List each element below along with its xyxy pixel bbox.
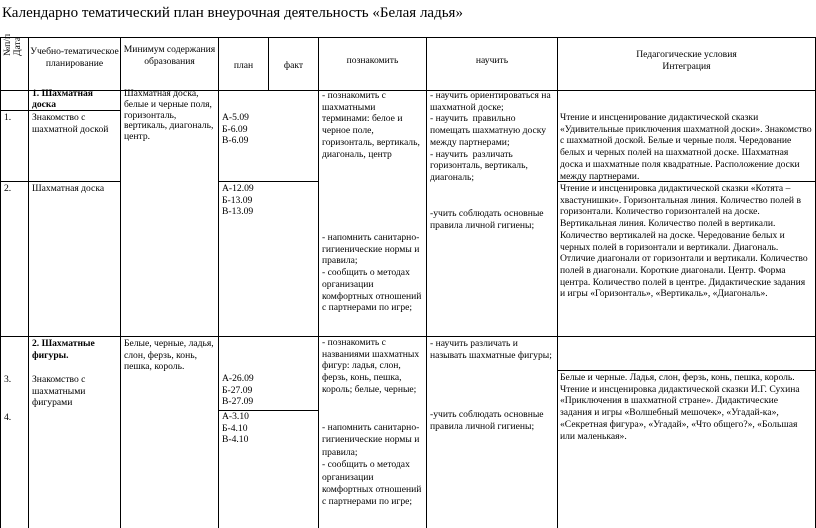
section2-introduce-hygiene: - напомнить санитарно-гигиенические нормы и правила; - сообщить о методах организации комфортных отношений с партнерами по игре; xyxy=(322,422,422,508)
header-plan: план xyxy=(233,60,254,71)
section2-introduce: - познакомить с названиями шахматных фигур: ладья, слон, ферзь, конь, пешка, король; белые, черные; xyxy=(322,337,422,395)
lesson-4-num: 4. xyxy=(4,412,12,423)
lesson-1-num: 1. xyxy=(4,112,12,123)
lesson-2-topic: Шахматная доска xyxy=(32,183,105,194)
lesson-3-plan: А-26.09 Б-27.09 В-27.09 xyxy=(222,373,254,408)
section1-teach: - научить ориентироваться на шахматной доске; - научить правильно помещать шахматную доску между партнерами; - научить различать горизонталь, вертикаль, диагональ; xyxy=(430,90,551,183)
section2-minimum: Белые, черные, ладья, слон, ферзь, конь, пешка, король. xyxy=(124,338,214,373)
header-integration: Интеграция xyxy=(662,60,711,72)
section2-teach-hygiene: -учить соблюдать основные правила личной гигиены; xyxy=(430,409,546,432)
header-num-date xyxy=(3,34,23,56)
section2-teach: - научить различать и называть шахматные фигуры; xyxy=(430,338,552,361)
lesson-2-conditions: Чтение и инсценировка дидактической сказки «Котята – хвастунишки». Горизонтальная линия. Количество полей в горизонтали. Количество горизонталей на доске. Вертикальная линия. Количество полей в вертикали. Количество вертикалей на доске. Чередование белых и черных полей в горизонтали и вертикали. Диагональ. Отличие диагонали от горизонтали и вертикали. Количество полей в диагонали. Короткие диагонали. Центр. Форма центра. Количество полей в центре. Дидактические задания и игры «Горизонталь», «Вертикаль», «Диагональ». xyxy=(560,183,808,300)
header-conditions xyxy=(558,49,815,72)
header-num: №п/п xyxy=(2,33,13,56)
lesson-3-topic: Знакомство с шахматными фигурами xyxy=(32,374,86,409)
section2-heading: 2. Шахматные фигуры. xyxy=(32,338,95,361)
lesson-1-topic: Знакомство с шахматной доской xyxy=(32,112,109,135)
header-conditions-title: Педагогические условия xyxy=(636,49,737,60)
section1-minimum: Шахматная доска, белые и черные поля, горизонталь, вертикаль, диагональ, центр. xyxy=(124,88,214,143)
section1-heading: 1. Шахматная доска xyxy=(32,88,93,110)
lesson-2-num: 2. xyxy=(4,183,12,194)
header-minimum: Минимум содержания образования xyxy=(123,44,216,67)
header-date: Дата xyxy=(12,36,23,56)
page-title: Календарно тематический план внеурочная деятельность «Белая ладья» xyxy=(2,5,463,21)
lesson-2-plan: А-12.09 Б-13.09 В-13.09 xyxy=(222,183,254,218)
header-teach: научить xyxy=(475,55,509,66)
header-introduce: познакомить xyxy=(346,55,399,66)
section1-teach-hygiene: -учить соблюдать основные правила личной гигиены; xyxy=(430,208,546,231)
header-fact: факт xyxy=(283,60,304,71)
lesson-4-plan: А-3.10 Б-4.10 В-4.10 xyxy=(222,411,249,446)
header-topic: Учебно-тематическое планирование xyxy=(30,46,119,69)
lesson-3-num: 3. xyxy=(4,374,12,385)
section1-introduce-hygiene: - напомнить санитарно-гигиенические нормы и правила; - сообщить о методах организации комфортных отношений с партнерами по игре; xyxy=(322,232,422,314)
section1-introduce: - познакомить с шахматными терминами: белое и черное поле, горизонталь, вертикаль, диагональ, центр xyxy=(322,90,423,160)
lesson-1-plan: А-5.09 Б-6.09 В-6.09 xyxy=(222,112,249,147)
section2-conditions: Белые и черные. Ладья, слон, ферзь, конь, пешка, король. Чтение и инсценировка дидактической сказки И.Г. Сухина «Приключения в шахматной стране». Дидактические задания и игры «Волшебный мешочек», «Угадай-ка», «Секретная фигура», «Угадай», «Что общего?», «Большая или маленькая». xyxy=(560,372,800,442)
lesson-1-conditions: Чтение и инсценирование дидактической сказки «Удивительные приключения шахматной доски». Знакомство с шахматной доской. Белые и черные поля. Чередование белых и черных полей на шахматной доске. Шахматная доска и шахматные поля квадратные. Расположение доски между партнерами. xyxy=(560,112,812,182)
